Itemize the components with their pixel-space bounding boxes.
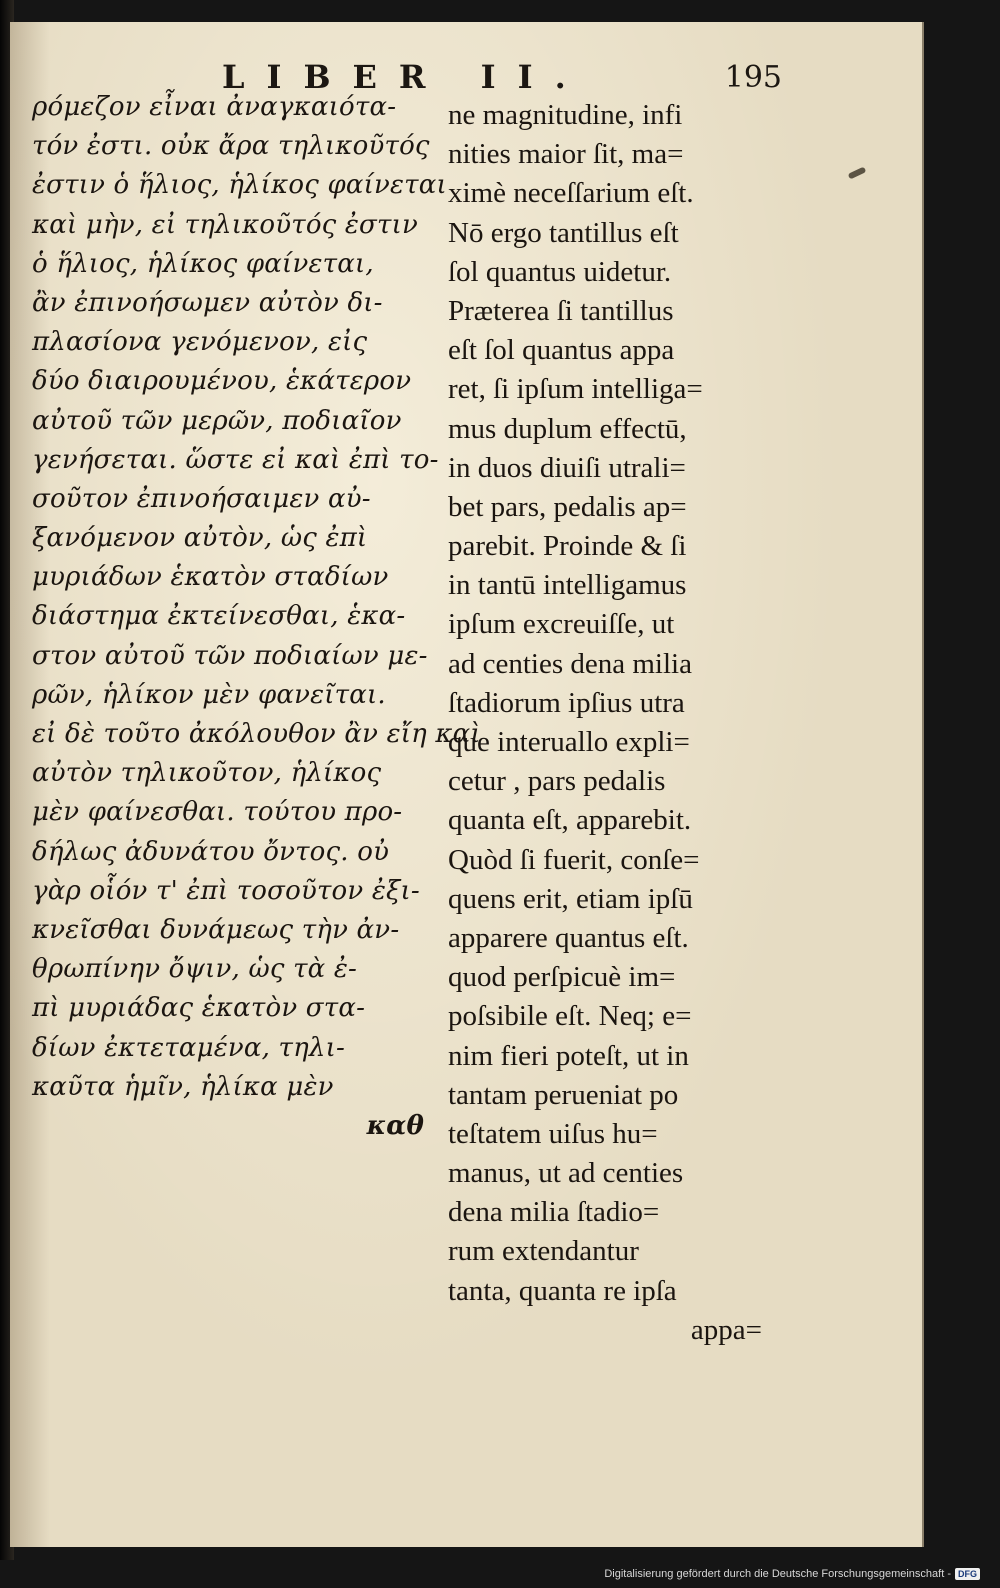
latin-line: ne magnitudine, infi xyxy=(448,99,683,131)
greek-line: δίων ἐκτεταμένα, τηλι- xyxy=(32,1032,345,1063)
digitization-credit xyxy=(604,1568,980,1580)
latin-line: ximè neceſſarium eſt. xyxy=(448,177,694,210)
latin-line: que interuallo expli= xyxy=(448,726,690,758)
greek-text-column xyxy=(32,88,481,1146)
greek-line: πλασίονα γενόμενον, εἰς xyxy=(32,327,368,358)
latin-line: bet pars, pedalis ap= xyxy=(448,490,687,523)
latin-line: cetur , pars pedalis xyxy=(448,765,666,798)
latin-line: Præterea ſi tantillus xyxy=(448,294,674,327)
greek-line: ρῶν, ἡλίκον μὲν φανεῖται. xyxy=(32,679,386,710)
greek-catchword: καθ xyxy=(366,1110,424,1141)
greek-line: διάστημα ἐκτείνεσθαι, ἑκα- xyxy=(32,601,406,632)
ink-mark xyxy=(848,166,867,179)
greek-line: δήλως ἀδυνάτου ὄντος. οὐ xyxy=(32,836,390,867)
latin-line: quens erit, etiam ipſū xyxy=(448,882,693,915)
greek-line: ξανόμενον αὐτὸν, ὡς ἐπὶ xyxy=(32,523,368,554)
latin-line: dena milia ſtadio= xyxy=(448,1196,660,1229)
latin-line: nim fieri poteſt, ut in xyxy=(448,1039,689,1072)
latin-line: Nō ergo tantillus eſt xyxy=(448,216,679,249)
latin-line: ret, ſi ipſum intelliga= xyxy=(448,373,703,406)
latin-line: in duos diuiſi utrali= xyxy=(448,451,686,484)
latin-line: ſtadiorum ipſius utra xyxy=(448,686,685,719)
greek-line: πὶ μυριάδας ἑκατὸν στα- xyxy=(32,993,366,1024)
greek-line: κνεῖσθαι δυνάμεως τὴν ἀν- xyxy=(32,914,400,945)
greek-line: ρόμεζον εἶναι ἀναγκαιότα- xyxy=(32,92,397,122)
greek-line: ἂν ἐπινοήσωμεν αὐτὸν δι- xyxy=(32,287,383,318)
latin-line: Quòd ſi fuerit, conſe= xyxy=(448,843,700,876)
latin-catchword: appa= xyxy=(690,1313,762,1346)
greek-line: δύο διαιρουμένου, ἑκάτερον xyxy=(32,366,412,397)
greek-line: μὲν φαίνεσθαι. τούτου προ- xyxy=(32,797,403,828)
dfg-logo-icon: DFG xyxy=(955,1568,980,1580)
latin-line: eſt ſol quantus appa xyxy=(448,334,675,367)
latin-line: manus, ut ad centies xyxy=(448,1157,684,1190)
greek-line: αὐτοῦ τῶν μερῶν, ποδιαῖον xyxy=(32,405,402,436)
page-number: 195 xyxy=(724,60,782,95)
latin-line: apparere quantus eſt. xyxy=(448,921,689,954)
latin-line: mus duplum effectū, xyxy=(448,412,687,445)
latin-line: ad centies dena milia xyxy=(448,647,692,680)
greek-line: ἐστιν ὁ ἥλιος, ἡλίκος φαίνεται xyxy=(32,170,447,201)
latin-line: ipſum excreuiſſe, ut xyxy=(448,608,675,641)
greek-line: γὰρ οἷόν τ' ἐπὶ τοσοῦτον ἐξι- xyxy=(32,875,420,906)
greek-line: τόν ἐστι. οὐκ ἄρα τηλικοῦτός xyxy=(32,131,430,162)
running-head: LIBER II. xyxy=(222,58,588,96)
latin-line: in tantū intelligamus xyxy=(448,569,687,602)
latin-line: ſol quantus uidetur. xyxy=(448,255,672,288)
greek-line: καῦτα ἡμῖν, ἡλίκα μὲν xyxy=(32,1071,334,1102)
greek-line: εἰ δὲ τοῦτο ἀκόλουθον ἂν εἴη καὶ xyxy=(32,719,481,749)
greek-line: στον αὐτοῦ τῶν ποδιαίων με- xyxy=(32,640,428,671)
latin-line: teſtatem uiſus hu= xyxy=(448,1117,658,1150)
latin-line: tanta, quanta re ipſa xyxy=(448,1274,677,1307)
latin-text-column xyxy=(448,96,766,1350)
latin-line: quanta eſt, apparebit. xyxy=(448,804,692,837)
greek-line: αὐτὸν τηλικοῦτον, ἡλίκος xyxy=(32,758,382,789)
greek-line: σοῦτον ἐπινοήσαιμεν αὐ- xyxy=(32,483,371,514)
latin-line: poſsibile eſt. Neq; e= xyxy=(448,1000,692,1033)
latin-line: parebit. Proinde & ſi xyxy=(448,530,687,563)
latin-line: nities maior ſit, ma= xyxy=(448,138,684,171)
greek-line: μυριάδων ἑκατὸν σταδίων xyxy=(32,562,389,593)
latin-line: quod perſpicuè im= xyxy=(448,961,676,994)
greek-line: γενήσεται. ὥστε εἰ καὶ ἐπὶ το- xyxy=(32,444,439,475)
latin-line: rum extendantur xyxy=(448,1235,639,1268)
greek-line: ὁ ἥλιος, ἡλίκος φαίνεται, xyxy=(32,248,374,279)
greek-line: καὶ μὴν, εἰ τηλικοῦτός ἐστιν xyxy=(32,209,418,240)
credit-text: Digitalisierung gefördert durch die Deutsche Forschungsgemeinschaft - xyxy=(604,1568,951,1580)
latin-line: tantam perueniat po xyxy=(448,1078,679,1111)
greek-line: θρωπίνην ὄψιν, ὡς τὰ ἐ- xyxy=(32,954,358,985)
